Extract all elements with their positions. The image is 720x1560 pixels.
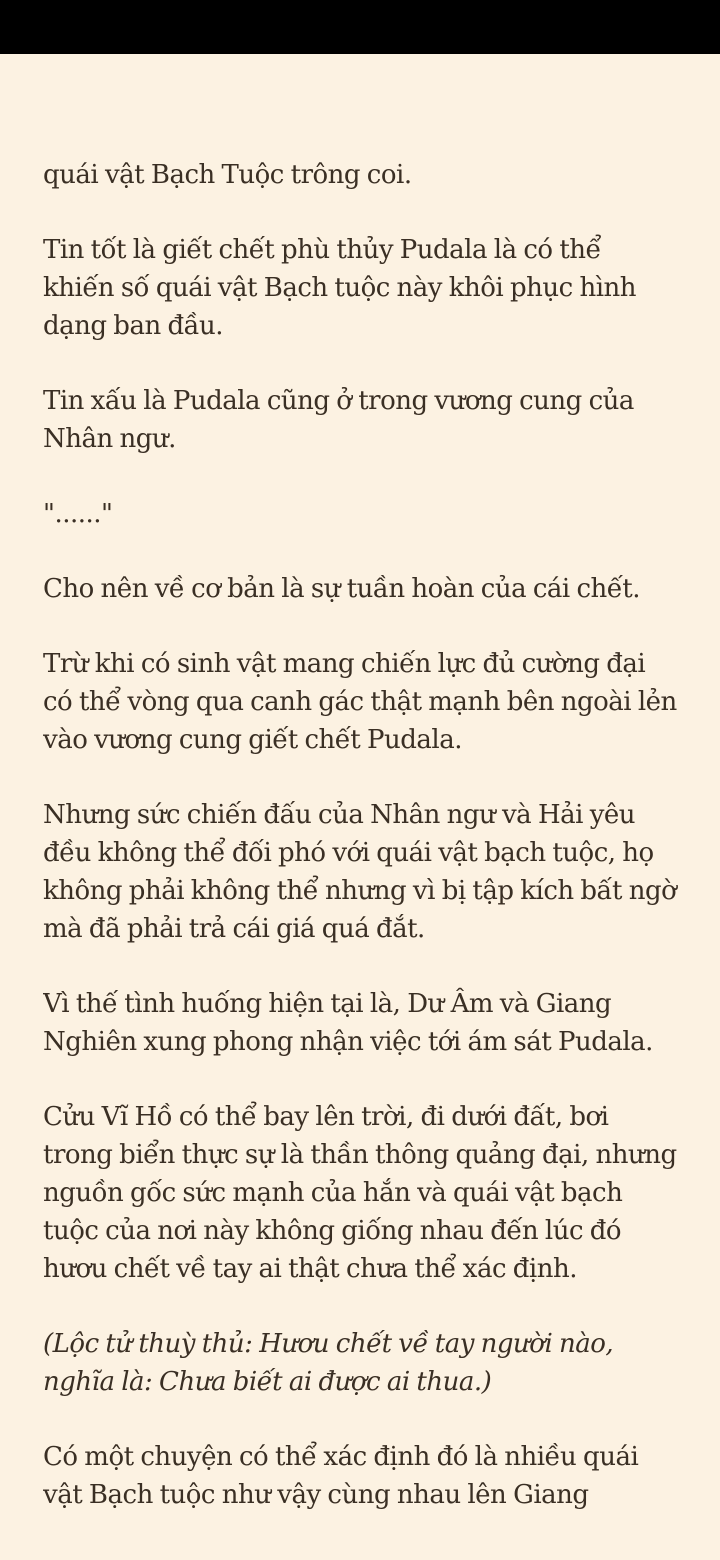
- paragraph: "......": [43, 499, 113, 529]
- paragraph: Vì thế tình huống hiện tại là, Dư Âm và Giang Nghiên xung phong nhận việc tới ám sát Pudala.: [43, 989, 653, 1057]
- status-bar: [0, 0, 720, 54]
- paragraph: Có một chuyện có thể xác định đó là nhiều quái vật Bạch tuộc như vậy cùng nhau lên Giang: [43, 1442, 639, 1510]
- paragraph: Nhưng sức chiến đấu của Nhân ngư và Hải yêu đều không thể đối phó với quái vật bạch tuộc, họ không phải không thể nhưng vì bị tập kích bất ngờ mà đã phải trả cái giá quá đắt.: [43, 800, 677, 944]
- reader-content[interactable]: [43, 156, 678, 1512]
- paragraph: Tin tốt là giết chết phù thủy Pudala là có thể khiến số quái vật Bạch tuộc này khôi phục hình dạng ban đầu.: [43, 235, 637, 341]
- paragraph: Trừ khi có sinh vật mang chiến lực đủ cường đại có thể vòng qua canh gác thật mạnh bên ngoài lẻn vào vương cung giết chết Pudala.: [43, 649, 677, 755]
- paragraph: Tin xấu là Pudala cũng ở trong vương cung của Nhân ngư.: [43, 386, 634, 454]
- paragraph: quái vật Bạch Tuộc trông coi.: [43, 160, 412, 190]
- footnote-paragraph: (Lộc tử thuỳ thủ: Hươu chết về tay người nào, nghĩa là: Chưa biết ai được ai thua.): [43, 1329, 614, 1397]
- paragraph: Cho nên về cơ bản là sự tuần hoàn của cái chết.: [43, 574, 640, 604]
- paragraph: Cửu Vĩ Hồ có thể bay lên trời, đi dưới đất, bơi trong biển thực sự là thần thông quảng đại, nhưng nguồn gốc sức mạnh của hắn và quái vật bạch tuộc của nơi này không giống nhau đến lúc đó hươu chết về tay ai thật chưa thể xác định.: [43, 1102, 677, 1284]
